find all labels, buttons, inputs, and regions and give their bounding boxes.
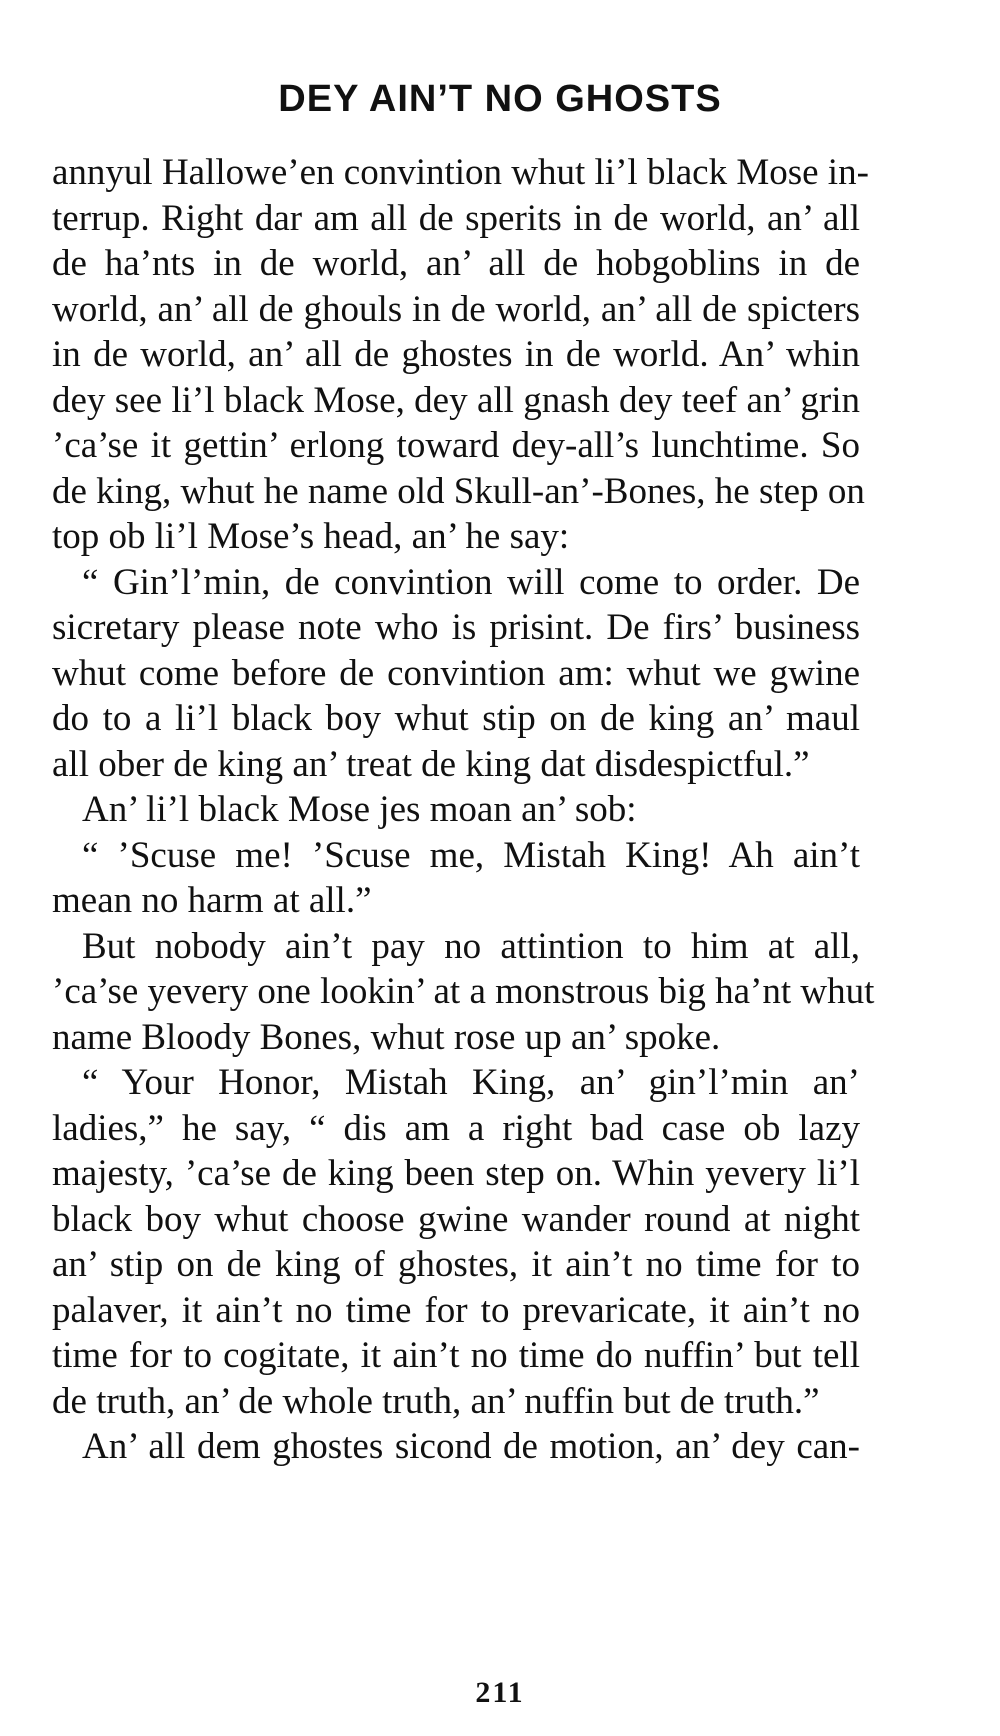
text-line: mean no harm at all.” xyxy=(52,880,372,921)
text-line: de truth, an’ de whole truth, an’ nuffin but de truth.” xyxy=(52,1380,820,1422)
text-line: “ Your Honor, Mistah King, an’ gin’l’min an’ xyxy=(82,1062,860,1103)
text-line: annyul Hallowe’en convintion whut li’l black Mose in- xyxy=(52,152,869,193)
running-head: DEY AIN’T NO GHOSTS xyxy=(278,78,722,120)
text-line: black boy whut choose gwine wander round at night xyxy=(52,1198,860,1240)
text-line: ’ca’se yevery one lookin’ at a monstrous big ha’nt whut xyxy=(52,971,875,1012)
text-line: time for to cogitate, it ain’t no time do nuffin’ but tell xyxy=(52,1335,860,1376)
text-line: “ Gin’l’min, de convintion will come to order. De xyxy=(82,561,860,603)
text-line: palaver, it ain’t no time for to prevaricate, it ain’t no xyxy=(52,1289,860,1331)
text-line: de king, whut he name old Skull-an’-Bones, he step on xyxy=(52,470,865,512)
text-line: all ober de king an’ treat de king dat disdespictful.” xyxy=(52,743,810,785)
text-line: terrup. Right dar am all de sperits in de world, an’ all xyxy=(52,197,860,239)
text-line: an’ stip on de king of ghostes, it ain’t no time for to xyxy=(52,1244,860,1285)
text-line: de ha’nts in de world, an’ all de hobgoblins in de xyxy=(52,243,860,284)
text-line: dey see li’l black Mose, dey all gnash dey teef an’ grin xyxy=(52,379,860,421)
text-line: majesty, ’ca’se de king been step on. Whin yevery li’l xyxy=(52,1153,860,1194)
text-line: do to a li’l black boy whut stip on de king an’ maul xyxy=(52,698,860,739)
text-line: whut come before de convintion am: whut we gwine xyxy=(52,652,860,694)
text-line: ladies,” he say, “ dis am a right bad case ob lazy xyxy=(52,1107,860,1149)
text-line: top ob li’l Mose’s head, an’ he say: xyxy=(52,516,570,557)
text-line: But nobody ain’t pay no attintion to him at all, xyxy=(82,925,860,967)
text-line: An’ li’l black Mose jes moan an’ sob: xyxy=(82,789,637,830)
body-text xyxy=(52,150,875,1470)
text-line: sicretary please note who is prisint. De firs’ business xyxy=(52,607,860,648)
text-line: in de world, an’ all de ghostes in de world. An’ whin xyxy=(52,334,860,375)
text-line: world, an’ all de ghouls in de world, an’ all de spicters xyxy=(52,288,860,330)
page-number: 211 xyxy=(475,1676,525,1709)
text-line: “ ’Scuse me! ’Scuse me, Mistah King! Ah ain’t xyxy=(82,834,860,876)
text-line: name Bloody Bones, whut rose up an’ spoke. xyxy=(52,1016,721,1058)
text-line: An’ all dem ghostes sicond de motion, an’ dey can- xyxy=(82,1426,860,1467)
text-line: ’ca’se it gettin’ erlong toward dey-all’s lunchtime. So xyxy=(52,425,860,466)
